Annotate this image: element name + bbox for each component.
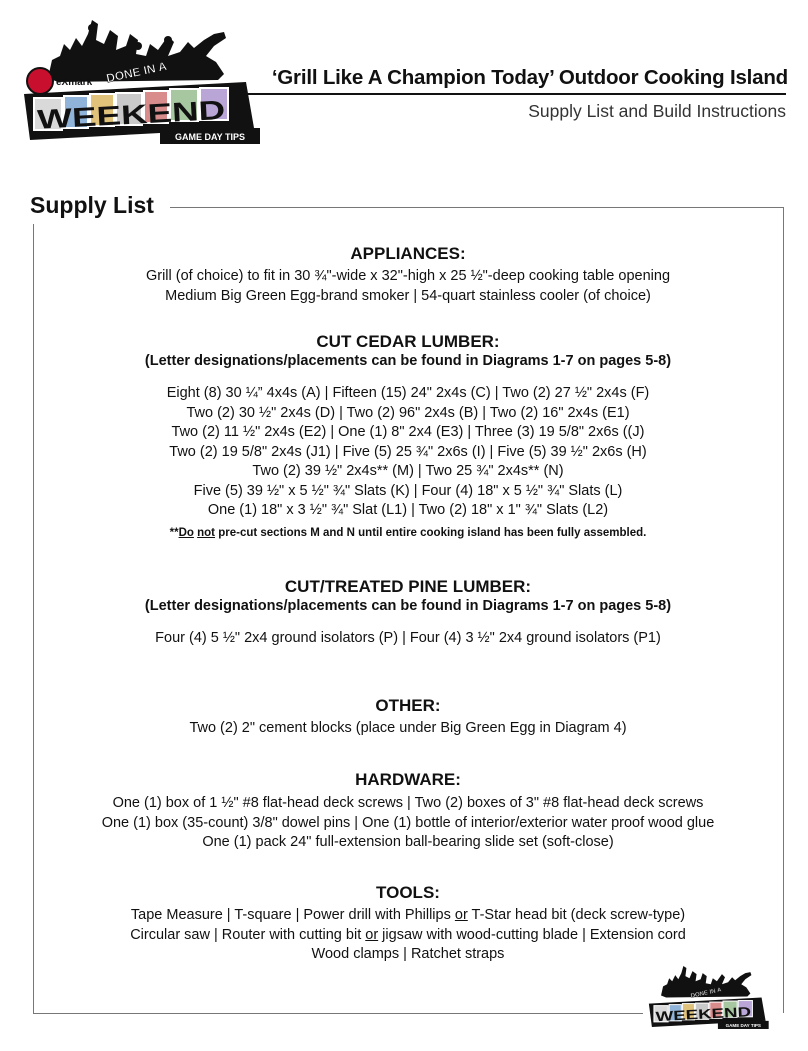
cedar-warning <box>34 526 782 540</box>
cedar-line: Two (2) 19 5/8" 2x4s (J1) | Five (5) 25 ¾" 2x6s (I) | Five (5) 39 ½" 2x6s (H) <box>169 443 647 460</box>
hardware-line: One (1) box of 1 ½" #8 flat-head deck screws | Two (2) boxes of 3" #8 flat-head deck screws <box>112 795 704 811</box>
logo-brand: eXmark <box>56 77 93 88</box>
cedar-line: Two (2) 30 ½" 2x4s (D) | Two (2) 96" 2x4s (B) | Two (2) 16" 2x4s (E1) <box>186 404 630 421</box>
other-heading: OTHER: <box>375 696 441 715</box>
pine-note: (Letter designations/placements can be found in Diagrams 1-7 on pages 5-8) <box>144 598 672 614</box>
pine-heading: CUT/TREATED PINE LUMBER: <box>284 577 532 596</box>
frame-bottom-border <box>33 1013 643 1014</box>
footer-logo-line2: WEEKEND <box>655 1005 726 1025</box>
cedar-line: Two (2) 39 ½" 2x4s** (M) | Two 25 ¾" 2x4s** (N) <box>252 463 564 479</box>
pine-line: Four (4) 5 ½" 2x4 ground isolators (P) | Four (4) 3 ½" 2x4 ground isolators (P1) <box>155 630 661 646</box>
tools-line2-b: jigsaw with wood-cutting blade | Extension cord <box>378 926 686 943</box>
logo-tagline: GAME DAY TIPS <box>174 132 246 142</box>
cedar-note: (Letter designations/placements can be found in Diagrams 1-7 on pages 5-8) <box>144 353 672 369</box>
cedar-line: Eight (8) 30 ¼” 4x4s (A) | Fifteen (15) 24" 2x4s (C) | Two (2) 27 ½" 2x4s (F) <box>166 385 650 401</box>
hardware-line: One (1) pack 24" full-extension ball-bearing slide set (soft-close) <box>202 834 614 850</box>
footer-logo <box>645 964 771 1030</box>
warning-rest: pre-cut sections M and N until entire cooking island has been fully assembled. <box>218 526 647 539</box>
other-line: Two (2) 2" cement blocks (place under Big Green Egg in Diagram 4) <box>189 720 627 736</box>
cedar-line: Five (5) 39 ½" x 5 ½" ¾" Slats (K) | Four (4) 18" x 5 ½" ¾" Slats (L) <box>193 482 623 499</box>
logo-line2: WEEKEND <box>36 97 176 135</box>
tools-line1-a: Tape Measure | T-square | Power drill with Phillips <box>130 907 455 923</box>
cedar-heading: CUT CEDAR LUMBER: <box>316 332 500 351</box>
document-title: ‘Grill Like A Champion Today’ Outdoor Cooking Island <box>271 66 788 89</box>
section-title: Supply List <box>30 192 160 219</box>
tools-heading: TOOLS: <box>376 883 440 902</box>
tools-line1-b: T-Star head bit (deck screw-type) <box>467 907 686 923</box>
frame-top-border <box>170 207 784 208</box>
warning-not: not <box>197 526 216 539</box>
hardware-line: One (1) box (35-count) 3/8" dowel pins | One (1) bottle of interior/exterior water proof wood glue <box>101 814 715 831</box>
cedar-line: One (1) 18" x 3 ½" ¾" Slat (L1) | Two (2) 18" x 1" ¾" Slats (L2) <box>207 502 609 518</box>
header-divider <box>246 93 786 95</box>
tools-line1-or: or <box>454 907 468 923</box>
logo-line1: DONE IN A <box>105 58 169 86</box>
tools-line: Wood clamps | Ratchet straps <box>311 946 505 962</box>
tools-line2-or: or <box>365 926 379 943</box>
frame-right-border <box>783 207 784 1013</box>
footer-logo-tagline: GAME DAY TIPS <box>725 1022 761 1028</box>
footer-logo-line1: DONE IN A <box>690 986 723 1000</box>
cedar-line: Two (2) 11 ½" 2x4s (E2) | One (1) 8" 2x4 (E3) | Three (3) 19 5/8" 2x6s ((J) <box>171 424 645 440</box>
document-subtitle: Supply List and Build Instructions <box>528 101 786 121</box>
tools-section <box>34 883 782 965</box>
warning-do: Do <box>178 526 194 539</box>
appliances-heading: APPLIANCES: <box>350 244 466 263</box>
appliances-line: Medium Big Green Egg-brand smoker | 54-quart stainless cooler (of choice) <box>165 287 651 304</box>
tools-line <box>34 926 782 946</box>
done-in-a-weekend-logo <box>18 16 263 146</box>
warning-prefix: ** <box>169 526 179 539</box>
appliances-section <box>34 244 782 306</box>
pine-section <box>34 577 782 649</box>
tools-line2-a: Circular saw | Router with cutting bit <box>130 926 366 943</box>
tools-line <box>34 906 782 926</box>
hardware-heading: HARDWARE: <box>355 770 461 789</box>
other-section <box>34 696 782 739</box>
hardware-section <box>34 770 782 853</box>
cedar-section <box>34 332 782 540</box>
appliances-line: Grill (of choice) to fit in 30 ¾"-wide x 32"-high x 25 ½"-deep cooking table opening <box>145 268 671 284</box>
